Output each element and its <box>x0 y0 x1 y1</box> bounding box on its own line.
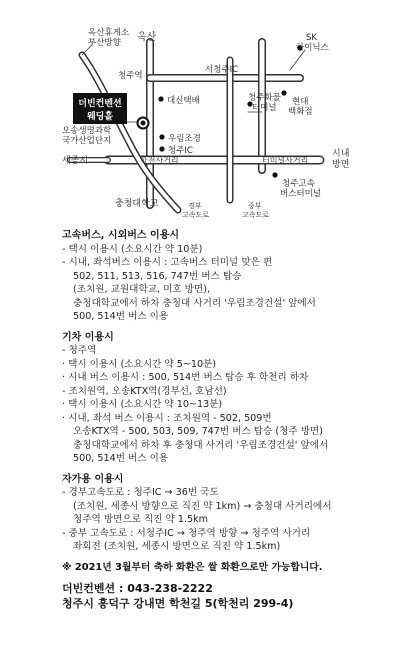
label-express-2: 버스터미널 <box>280 189 322 199</box>
car-line: 청주역 방면으로 직진 약 1.5km <box>73 514 209 525</box>
label-cj-bus-1: 청주화물 <box>248 93 281 103</box>
train-line: · 택시 이용시 (소요시간 약 5~10분) <box>62 358 217 370</box>
section-title-car: 자가용 이용시 <box>62 473 124 485</box>
label-venue-2: 웨딩홀 <box>86 112 114 122</box>
label-sejong: 세종시 <box>62 156 89 166</box>
label-osong-1: 오송생명과학 <box>62 126 112 136</box>
train-line: 충청대학교에서 하차 후 충청대 사거리 '우림조경건설' 앞에서 <box>73 439 329 451</box>
wreath-notice: ※ 2021년 3월부터 축하 화환은 쌀 화환으로만 가능합니다. <box>62 561 323 573</box>
location-map <box>0 0 400 225</box>
label-downtown-1: 시내 <box>332 149 350 159</box>
car-line: 좌회전 (조치원, 세종시 방면으로 직진 약 1.5km) <box>73 541 281 552</box>
label-cu-univ: 충청대학교 <box>115 199 159 209</box>
label-gyeongbu-2: 고속도로 <box>182 211 210 219</box>
label-venue-1: 더빈컨벤션 <box>78 99 122 109</box>
label-sk-1: SK <box>306 33 317 43</box>
label-daesin: 대신택배 <box>167 96 200 106</box>
car-line: (조치원, 세종시 방향으로 직진 약 1km) → 충청대 사거리에서 <box>73 500 332 512</box>
bus-line: - 시내, 좌석버스 이용시 : 고속버스 터미널 맞은 편 <box>62 257 273 268</box>
label-downtown-2: 방면 <box>332 160 350 170</box>
label-cheongju-ic: 청주IC <box>168 146 193 156</box>
train-line: - 청주역 <box>62 345 97 356</box>
car-line: - 중부 고속도로 : 서청주IC → 청주역 방향 → 청주역 사거리 <box>62 527 311 539</box>
venue-address: 청주시 흥덕구 강내면 학천길 5(학천리 299-4) <box>62 597 294 610</box>
label-busan-dir: 부산방향 <box>88 38 121 48</box>
label-cj-bus-2: 터미널 <box>252 103 277 113</box>
section-title-train: 기차 이용시 <box>62 331 114 343</box>
label-jungbu-2: 고속도로 <box>242 211 270 219</box>
train-line: 오송KTX역 - 500, 503, 509, 747번 버스 탑승 (청주 방면) <box>73 426 323 437</box>
label-hyundai-1: 현대 <box>292 97 309 107</box>
label-haksa-road: 학천사거리 <box>140 156 179 165</box>
label-cheongju-station: 청주역 <box>118 71 143 81</box>
train-line: 500, 514번 버스 이용 <box>73 453 169 464</box>
train-line: · 택시 이용시 (소요시간 약 10~13분) <box>62 399 223 410</box>
label-hyundai-2: 백화점 <box>288 107 313 117</box>
label-woorim: 우림조경 <box>168 134 201 144</box>
bus-line: 500, 514번 버스 이용 <box>73 311 169 322</box>
venue-phone: 더빈컨벤션 : 043-238-2222 <box>62 582 213 595</box>
label-gyeongbu-1: 경부 <box>188 202 202 210</box>
label-jungbu-1: 중부 <box>248 202 262 210</box>
section-title-bus: 고속버스, 시외버스 이용시 <box>62 230 180 241</box>
train-line: · 시내 버스 이용시 : 500, 514번 버스 탑승 후 학천리 하차 <box>62 372 309 383</box>
label-seocheongju-ic: 서청주IC <box>205 65 239 75</box>
label-sk-2: 하이닉스 <box>296 43 329 53</box>
bus-line: - 택시 이용시 (소요시간 약 10분) <box>62 243 203 255</box>
label-express-1: 청주고속 <box>282 179 315 189</box>
label-osong-2: 국가산업단지 <box>62 136 112 146</box>
bus-line: 502, 511, 513, 516, 747번 버스 탑승 <box>73 270 242 282</box>
car-line: - 경부고속도로 : 청주IC → 36번 국도 <box>62 487 219 498</box>
train-line: - 조치원역, 오송KTX역(경부선, 호남선) <box>62 385 227 397</box>
label-terminal-road: 터미널사거리 <box>262 156 309 165</box>
label-oksan: 옥산 <box>137 32 157 43</box>
bus-line: (조치원, 교원대학교, 미호 방면), <box>73 284 210 295</box>
bus-line: 충청대학교에서 하차 충청대 사거리 '우림조경건설' 앞에서 <box>73 297 316 309</box>
directions <box>62 229 392 611</box>
label-oksan-rest: 옥산휴게소 <box>88 28 130 38</box>
train-line: · 시내, 좌석 버스 이용시 : 조치원역 - 502, 509번 <box>62 412 272 424</box>
